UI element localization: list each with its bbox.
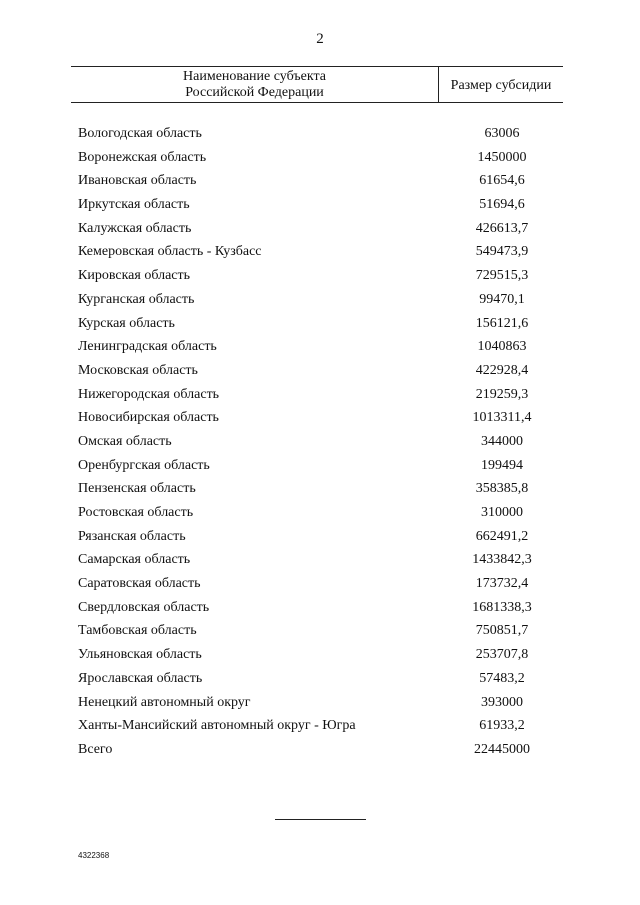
table-row xyxy=(0,406,640,430)
subsidy-amount: 1681338,3 xyxy=(472,599,532,615)
subsidy-amount: 393000 xyxy=(481,694,523,710)
table-row xyxy=(0,335,640,359)
header-subsidy-amount: Размер субсидии xyxy=(450,78,552,93)
subject-name: Новосибирская область xyxy=(78,410,219,426)
subsidy-amount: 156121,6 xyxy=(475,315,529,331)
subsidy-amount: 549473,9 xyxy=(475,244,529,260)
subsidy-amount: 1013311,4 xyxy=(472,410,532,426)
table-row xyxy=(0,240,640,264)
subsidy-amount: 729515,3 xyxy=(475,268,529,284)
table-body xyxy=(0,122,640,762)
subject-name: Рязанская область xyxy=(78,528,186,544)
table-row xyxy=(0,217,640,241)
subject-name: Кировская область xyxy=(78,268,191,284)
subsidy-amount: 61933,2 xyxy=(479,718,525,734)
subject-name: Ивановская область xyxy=(78,173,197,189)
subsidy-amount: 310000 xyxy=(481,505,523,520)
subsidy-amount: 99470,1 xyxy=(479,291,525,307)
table-header xyxy=(71,66,563,103)
subject-name: Оренбургская область xyxy=(78,457,210,473)
subject-name: Ярославская область xyxy=(78,670,203,686)
table-row xyxy=(0,667,640,691)
subject-name: Самарская область xyxy=(78,552,191,568)
table-row xyxy=(0,430,640,454)
subject-name: Нижегородская область xyxy=(78,386,220,402)
table-row xyxy=(0,548,640,572)
subject-name: Воронежская область xyxy=(78,149,207,165)
subject-name: Ненецкий автономный округ xyxy=(78,694,251,710)
document-code: 4322368 xyxy=(78,851,110,860)
subsidy-amount: 63006 xyxy=(484,126,520,141)
table-row xyxy=(0,383,640,407)
table-row xyxy=(0,193,640,217)
subsidy-amount: 1433842,3 xyxy=(472,552,532,568)
subject-name: Ульяновская область xyxy=(78,647,202,663)
subject-name: Саратовская область xyxy=(78,576,201,592)
subsidy-amount: 61654,6 xyxy=(479,173,525,189)
table-row xyxy=(0,643,640,667)
subsidy-amount: 199494 xyxy=(481,457,523,473)
table-row xyxy=(0,619,640,643)
page-number: 2 xyxy=(316,31,324,47)
subsidy-amount: 22445000 xyxy=(474,741,530,757)
subsidy-amount: 358385,8 xyxy=(475,481,529,497)
subject-name: Кемеровская область - Кузбасс xyxy=(78,244,262,260)
table-row xyxy=(0,146,640,170)
table-row xyxy=(0,714,640,738)
footer-separator-line xyxy=(275,819,366,820)
subject-name: Тамбовская область xyxy=(78,623,197,639)
subject-name: Омская область xyxy=(78,433,172,449)
subsidy-amount: 253707,8 xyxy=(475,647,529,663)
subsidy-amount: 344000 xyxy=(481,433,523,449)
subject-name: Ленинградская область xyxy=(78,339,217,355)
subsidy-amount: 57483,2 xyxy=(479,670,525,686)
table-row xyxy=(0,596,640,620)
subsidy-amount: 426613,7 xyxy=(475,220,529,236)
subject-name: Курская область xyxy=(78,315,175,331)
subsidy-amount: 750851,7 xyxy=(475,623,529,639)
subsidy-amount: 662491,2 xyxy=(475,528,529,544)
subsidy-amount: 1040863 xyxy=(477,339,527,355)
table-row xyxy=(0,691,640,715)
subsidy-amount: 51694,6 xyxy=(479,197,525,213)
table-row xyxy=(0,572,640,596)
subject-name: Ростовская область xyxy=(78,505,194,520)
subsidy-amount: 173732,4 xyxy=(475,576,529,592)
subject-name: Московская область xyxy=(78,362,198,378)
table-row xyxy=(0,738,640,762)
table-row xyxy=(0,288,640,312)
table-row xyxy=(0,525,640,549)
table-row xyxy=(0,501,640,525)
header-subject-name xyxy=(71,69,438,101)
table-row xyxy=(0,454,640,478)
subsidy-amount: 219259,3 xyxy=(475,386,529,402)
header-subject-name-line2: Российской Федерации xyxy=(185,85,324,100)
subject-name: Всего xyxy=(78,741,113,757)
subsidy-amount: 1450000 xyxy=(477,149,527,165)
subject-name: Пензенская область xyxy=(78,481,196,497)
table-row xyxy=(0,264,640,288)
table-row xyxy=(0,359,640,383)
subject-name: Ханты-Мансийский автономный округ - Югра xyxy=(78,718,356,734)
subject-name: Курганская область xyxy=(78,291,195,307)
subject-name: Свердловская область xyxy=(78,599,210,615)
subsidy-amount: 422928,4 xyxy=(475,362,529,378)
table-row xyxy=(0,122,640,146)
table-row xyxy=(0,169,640,193)
table-row xyxy=(0,312,640,336)
subject-name: Иркутская область xyxy=(78,197,190,213)
table-row xyxy=(0,477,640,501)
subject-name: Вологодская область xyxy=(78,126,202,141)
header-subject-name-line1: Наименование субъекта xyxy=(183,69,326,84)
subject-name: Калужская область xyxy=(78,220,192,236)
